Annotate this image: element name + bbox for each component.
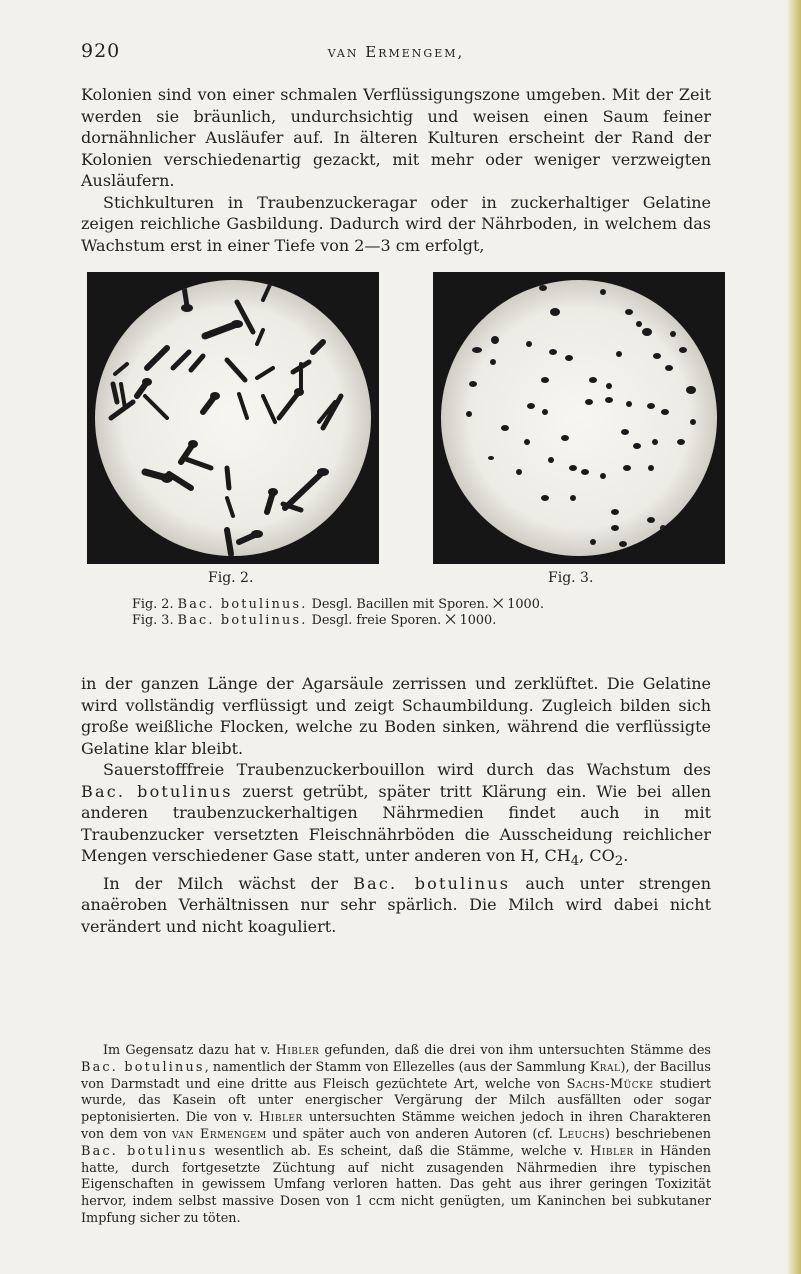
paragraph-milk — [81, 873, 711, 938]
text-run: In der Milch wächst der — [103, 873, 354, 893]
subscript: 2 — [614, 854, 624, 870]
small-print-note — [81, 1043, 711, 1228]
caption-3-fig: Fig. 3. — [132, 612, 174, 628]
paragraph-colonies: Kolonien sind von einer schmalen Verflüssigungszone umgeben. Mit der Zeit werden sie bräunlich, undurchsichtig und weisen einen Saum feiner dornähnlicher Ausläufer auf. In älteren Kulturen erscheint der Rand der Kolonien verschiedenartig gezackt, mit mehr oder weniger verzweigten Ausläufern. — [81, 85, 711, 190]
author-name: van Ermengem — [172, 1126, 267, 1142]
caption-figure-2 — [132, 597, 544, 613]
figure-3-drawing — [433, 272, 725, 564]
text-run: , namentlich der Stamm von Ellezelles (aus der Sammlung — [204, 1059, 590, 1075]
text-run: und später auch von anderen Autoren (cf. — [266, 1126, 559, 1142]
page-header — [81, 40, 711, 64]
species-name: Bac. botulinus — [81, 1143, 208, 1159]
text-run: auch unter strengen anaëroben Verhältnissen nur sehr spärlich. Die Milch wird dabei nicht verändert und nicht koaguliert. — [81, 873, 712, 936]
text-run: studiert wurde, das Kasein oft unter energischer Vergärung der Milch ausfällten oder sogar peptonisierten. Die von v. — [81, 1076, 711, 1126]
paragraph-stab-cultures: Stichkulturen in Traubenzuckeragar oder in zuckerhaltiger Gelatine zeigen reichliche Gasbildung. Dadurch wird der Nährboden, in welchem das Wachstum erst in einer Tiefe von 2—3 cm erfolgt, — [81, 192, 711, 255]
text-run: Im Gegensatz dazu hat v. — [103, 1043, 276, 1058]
author-name: Hibler — [259, 1110, 303, 1126]
author-name: Leuchs — [558, 1126, 606, 1142]
text-run: Sauerstofffreie Traubenzuckerbouillon wird durch das Wachstum des — [103, 760, 711, 779]
caption-3-name: Bac. botulinus. — [177, 612, 308, 628]
author-name: Sachs-Mücke — [566, 1076, 654, 1092]
text-run: ) beschriebenen — [605, 1126, 711, 1142]
paragraph-hibler — [81, 1043, 711, 1228]
text-run: zuerst getrübt, später tritt Klärung ein. Wie bei allen anderen traubenzuckerhaltigen Nährmedien findet auch in mit Traubenzucker versetzten Fleischnährböden die Ausscheidung reichlicher Mengen verschiedener Gase statt, unter anderen von H, CH — [81, 781, 712, 865]
species-name: Bac. botulinus — [353, 873, 511, 893]
caption-2-text: Desgl. Bacillen mit Sporen. — [311, 597, 489, 612]
paragraph-agar: in der ganzen Länge der Agarsäule zerrissen und zerklüftet. Die Gelatine wird vollständig verflüssigt und zeigt Schaumbildung. Zugleich bilden sich große weißliche Flocken, welche zu Boden sinken, während die verflüssigte Gelatine klar bleibt. — [81, 674, 711, 758]
figure-2-micrograph — [87, 272, 379, 564]
page-edge — [787, 0, 801, 1274]
caption-2-name: Bac. botulinus. — [177, 597, 308, 612]
species-name: Bac. botulinus — [81, 781, 233, 801]
text-block-main — [81, 673, 711, 937]
text-run: . — [623, 846, 629, 865]
species-name: Bac. botulinus — [81, 1059, 205, 1075]
paragraph-bouillon — [81, 759, 711, 873]
caption-figure-3 — [132, 613, 544, 629]
text-run: ), der Bacillus von Darmstadt und eine dritte aus Fleisch gezüchtete Art, welche von — [81, 1059, 711, 1092]
caption-3-magnification: ⨉ 1000. — [445, 612, 497, 628]
figure-2-drawing — [87, 272, 379, 564]
caption-2-magnification: ⨉ 1000. — [492, 597, 544, 612]
running-head: van Ermengem, — [327, 43, 465, 61]
text-run: in Händen hatte, durch fortgesetzte Züchtung auf nicht zusagenden Nährmedien ihre typischen Eigenschaften in gewissem Umfang verloren hatten. Das geht aus ihrer geringen Toxizität hervor, indem selbst massive Dosen von 1 ccm nicht genügten, um Kaninchen bei subkutaner Impfung sicher zu töten. — [81, 1143, 711, 1226]
figure-3-label: Fig. 3. — [548, 570, 594, 586]
page-number: 920 — [81, 40, 121, 62]
caption-3-text: Desgl. freie Sporen. — [311, 612, 442, 628]
figure-2-label: Fig. 2. — [208, 570, 254, 586]
text-block-top — [81, 84, 711, 256]
author-name: Kral — [589, 1059, 621, 1075]
figure-3-micrograph — [433, 272, 725, 564]
text-run: gefunden, daß die drei von ihm untersuchten Stämme des — [319, 1043, 711, 1058]
subscript: 4 — [570, 854, 580, 870]
caption-2-fig: Fig. 2. — [132, 597, 174, 612]
author-name: Hibler — [275, 1043, 320, 1058]
author-name: Hibler — [590, 1143, 634, 1159]
text-run: wesentlich ab. Es scheint, daß die Stämme, welche v. — [207, 1143, 591, 1159]
text-run: untersuchten Stämme weichen jedoch in ihren Charakteren von dem von — [81, 1110, 711, 1142]
figure-captions — [132, 597, 544, 629]
text-run: , CO — [579, 846, 615, 865]
